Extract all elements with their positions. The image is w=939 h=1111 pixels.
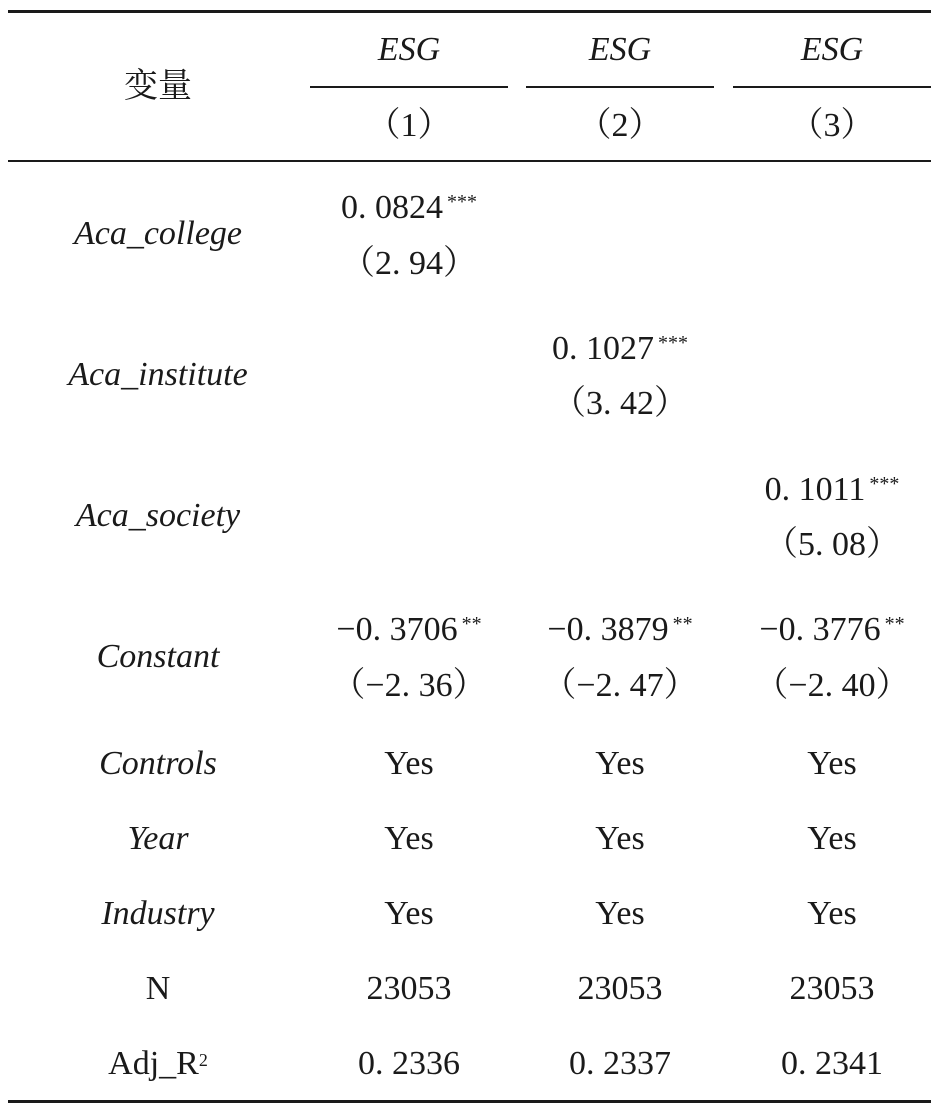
- table-header-rule: [8, 160, 931, 162]
- adj-r2-c2: 0. 2337: [569, 1045, 671, 1082]
- column-3-header-rule: [733, 86, 931, 88]
- header-variable: 变量: [124, 66, 192, 106]
- row-label-aca-institute: Aca_institute: [68, 356, 248, 393]
- year-c1: Yes: [384, 820, 434, 857]
- controls-c3: Yes: [807, 745, 857, 782]
- coef-constant-c2: −0. 3879 **: [547, 611, 693, 648]
- adj-r2-c1: 0. 2336: [358, 1045, 460, 1082]
- industry-c2: Yes: [595, 895, 645, 932]
- row-label-aca-college: Aca_college: [73, 215, 243, 252]
- row-label-industry: Industry: [101, 895, 215, 932]
- header-col-1-num: （1）: [366, 107, 452, 144]
- header-col-3-num: （3）: [789, 107, 875, 144]
- row-label-aca-society: Aca_society: [75, 497, 241, 534]
- header-col-2-num: （2）: [577, 107, 663, 144]
- coef-aca-society-c3: 0. 1011 ***: [764, 471, 900, 508]
- table-bottom-rule: [8, 1100, 931, 1103]
- adj-r2-c3: 0. 2341: [781, 1045, 883, 1082]
- significance-stars: **: [884, 613, 905, 635]
- header-col-3-dep: ESG: [800, 31, 864, 68]
- column-2-header-rule: [526, 86, 714, 88]
- significance-stars: ***: [658, 332, 688, 354]
- coef-constant-c3: −0. 3776 **: [759, 611, 905, 648]
- tstat-aca-institute-c2: （3. 42）: [552, 385, 688, 422]
- industry-c3: Yes: [807, 895, 857, 932]
- controls-c1: Yes: [384, 745, 434, 782]
- row-label-controls: Controls: [99, 745, 217, 782]
- row-label-constant: Constant: [96, 638, 220, 675]
- n-c3: 23053: [789, 970, 875, 1007]
- year-c3: Yes: [807, 820, 857, 857]
- table-top-rule: [8, 10, 931, 13]
- header-col-2-dep: ESG: [588, 31, 652, 68]
- row-label-n: N: [145, 970, 171, 1007]
- industry-c1: Yes: [384, 895, 434, 932]
- significance-stars: ***: [869, 473, 900, 495]
- tstat-constant-c2: （−2. 47）: [542, 667, 698, 704]
- year-c2: Yes: [595, 820, 645, 857]
- n-c1: 23053: [366, 970, 452, 1007]
- significance-stars: **: [672, 613, 693, 635]
- row-label-adj-r2: $Adj\_R^2$: [108, 1045, 208, 1082]
- controls-c2: Yes: [595, 745, 645, 782]
- tstat-constant-c1: （−2. 36）: [331, 667, 487, 704]
- coef-constant-c1: −0. 3706 **: [336, 611, 482, 648]
- header-col-1-dep: ESG: [377, 31, 441, 68]
- n-c2: 23053: [577, 970, 663, 1007]
- tstat-constant-c3: （−2. 40）: [754, 667, 910, 704]
- tstat-aca-college-c1: （2. 94）: [341, 245, 477, 282]
- column-1-header-rule: [310, 86, 508, 88]
- tstat-aca-society-c3: （5. 08）: [764, 526, 900, 563]
- significance-stars: **: [461, 613, 482, 635]
- row-label-year: Year: [127, 820, 189, 857]
- coef-aca-institute-c2: 0. 1027 ***: [552, 330, 688, 367]
- significance-stars: ***: [447, 191, 477, 213]
- coef-aca-college-c1: 0. 0824 ***: [341, 189, 477, 226]
